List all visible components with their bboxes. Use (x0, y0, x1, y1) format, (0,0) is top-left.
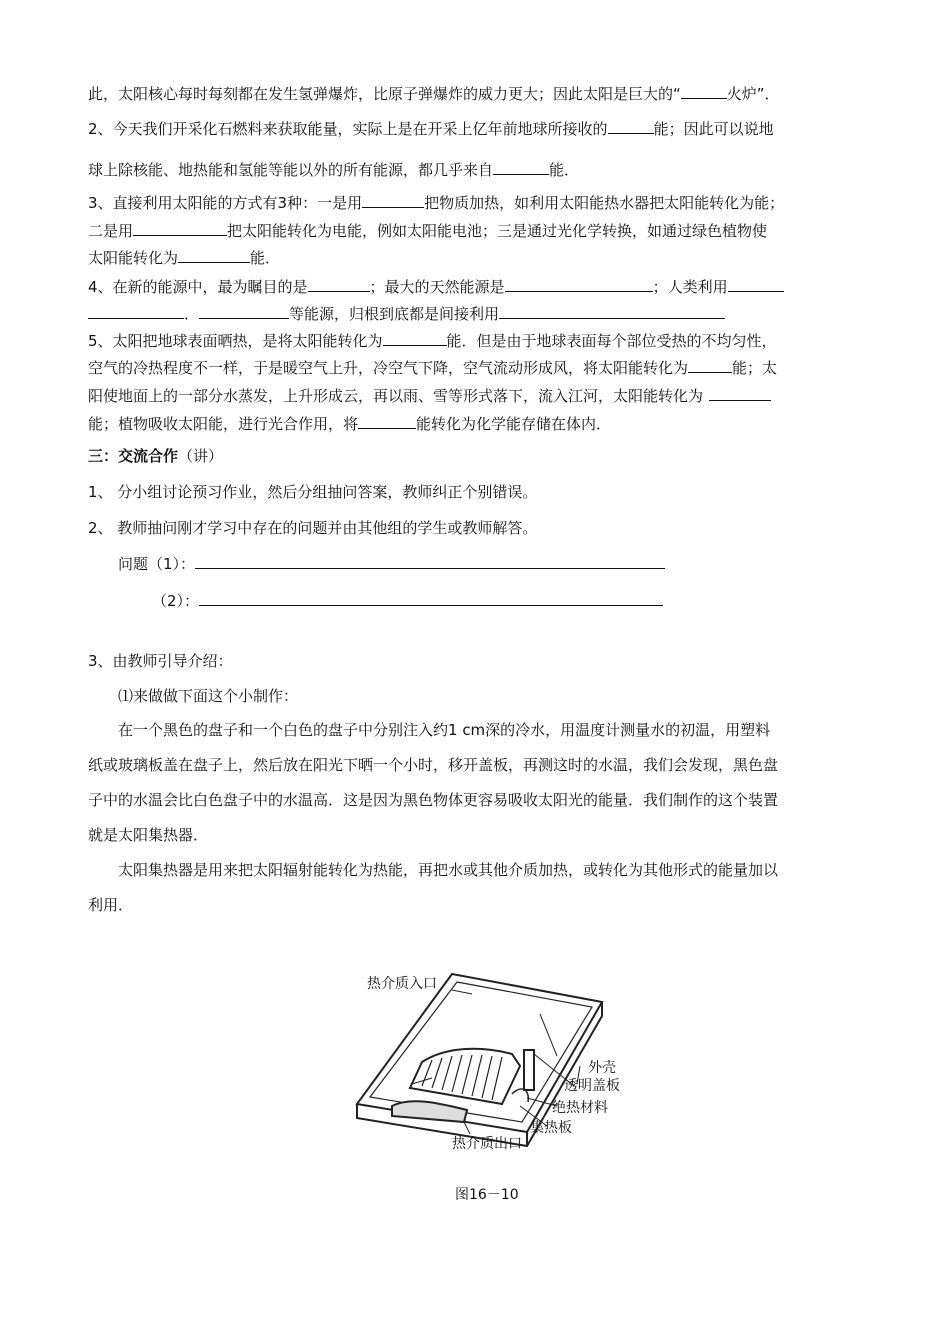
sub-item: ⑴来做做下面这个小制作： (118, 687, 299, 705)
blank (308, 276, 370, 292)
answer-blank (195, 553, 665, 569)
blank (88, 303, 184, 319)
blank (681, 83, 727, 99)
line-text: 等能源，归根到底都是间接利用 (289, 305, 500, 323)
text-line (88, 385, 771, 406)
line-text: 太阳能转化为 (88, 249, 179, 267)
absorber-plate (410, 1049, 520, 1104)
text-line (88, 247, 280, 268)
question-label: （2）： (152, 592, 200, 610)
line-text: 能转化为化学能存储在体内． (416, 415, 612, 433)
list-item: 3、由教师引导介绍： (88, 652, 233, 670)
label-outlet: 热介质出口 (452, 1136, 522, 1152)
line-text: 能． (250, 249, 281, 267)
line-text: 5、太阳把地球表面晒热，是将太阳能转化为 (88, 332, 383, 350)
solar-collector-diagram (352, 966, 652, 1158)
blank (383, 330, 447, 346)
line-text: 空气的冷热程度不一样，于是暖空气上升，冷空气下降，空气流动形成风，将太阳能转化为 (88, 359, 689, 377)
line-text: ；最大的天然能源是 (369, 278, 505, 296)
text-line (88, 83, 780, 104)
line-text: ；人类利用 (652, 278, 728, 296)
paragraph-line: 太阳集热器是用来把太阳辐射能转化为热能，再把水或其他介质加热，或转化为其他形式的能量加以 (118, 861, 779, 879)
blank (728, 276, 784, 292)
question-line (118, 553, 665, 574)
line-text: 能． (549, 161, 580, 179)
text-line (88, 413, 611, 434)
line-text: 3、直接利用太阳能的方式有3种：一是用 (88, 194, 363, 212)
line-text: 能．但是由于地球表面每个部位受热的不均匀性， (446, 332, 777, 350)
blank (499, 303, 725, 319)
line-text: 2、今天我们开采化石燃料来获取能量，实际上是在开采上亿年前地球所接收的 (88, 120, 608, 138)
text-line (88, 220, 767, 241)
text-line (88, 159, 579, 180)
line-text: 能；植物吸收太阳能，进行光合作用，将 (88, 415, 359, 433)
line-text: ． (184, 305, 200, 323)
figure-caption: 图16－10 (455, 1187, 519, 1203)
blank (178, 247, 250, 263)
text-line (88, 303, 725, 324)
paragraph-line: 子中的水温会比白色盘子中的水温高．这是因为黑色物体更容易吸收太阳光的能量．我们制作的这个装置 (88, 791, 779, 809)
line-text: 二是用 (88, 222, 134, 240)
blank (133, 220, 227, 236)
text-line (88, 357, 777, 378)
heading-text: 三：交流合作 (88, 447, 179, 465)
blank (608, 118, 654, 134)
paragraph-line: 在一个黑色的盘子和一个白色的盘子中分别注入约1 cm深的冷水，用温度计测量水的初温，用塑料 (118, 721, 771, 739)
question-line (152, 590, 663, 611)
paragraph-line: 利用． (88, 896, 134, 914)
text-line (88, 330, 777, 351)
section-heading (88, 446, 223, 466)
blank (493, 159, 549, 175)
list-item: 1、 分小组讨论预习作业，然后分组抽问答案，教师纠正个别错误。 (88, 483, 538, 501)
text-line (88, 192, 784, 213)
line-text: 此，太阳核心每时每刻都在发生氢弹爆炸，比原子弹爆炸的威力更大；因此太阳是巨大的“ (88, 85, 681, 103)
line-text: 能；因此可以说地 (653, 120, 774, 138)
label-plate: 集热板 (530, 1120, 572, 1136)
label-shell: 外壳 (588, 1060, 616, 1076)
line-text: 4、在新的能源中，最为瞩目的是 (88, 278, 308, 296)
blank (199, 303, 289, 319)
line-text: 火炉”． (726, 85, 780, 103)
answer-blank (199, 590, 663, 606)
label-inlet: 热介质入口 (367, 976, 437, 992)
line-text: 能；太 (732, 359, 778, 377)
label-insulation: 绝热材料 (552, 1100, 608, 1116)
blank (362, 192, 424, 208)
blank (505, 276, 653, 292)
question-label: 问题（1）： (118, 555, 196, 573)
blank (709, 385, 771, 401)
paragraph-line: 就是太阳集热器． (88, 826, 209, 844)
heading-note: （讲） (178, 447, 224, 465)
label-cover: 透明盖板 (564, 1078, 620, 1094)
paragraph-line: 纸或玻璃板盖在盘子上，然后放在阳光下晒一个小时，移开盖板，再测这时的水温，我们会发现，黑色盘 (88, 756, 779, 774)
line-text: 球上除核能、地热能和氢能等能以外的所有能源，都几乎来自 (88, 161, 494, 179)
blank (688, 357, 732, 373)
blank (358, 413, 416, 429)
line-text: 阳使地面上的一部分水蒸发，上升形成云，再以雨、雪等形式落下，流入江河，太阳能转化为 (88, 387, 704, 405)
line-text: 把物质加热，如利用太阳能热水器把太阳能转化为能； (424, 194, 785, 212)
text-line (88, 118, 774, 139)
text-line (88, 276, 784, 297)
line-text: 把太阳能转化为电能，例如太阳能电池；三是通过光化学转换，如通过绿色植物使 (227, 222, 768, 240)
list-item: 2、 教师抽问刚才学习中存在的问题并由其他组的学生或教师解答。 (88, 519, 538, 537)
